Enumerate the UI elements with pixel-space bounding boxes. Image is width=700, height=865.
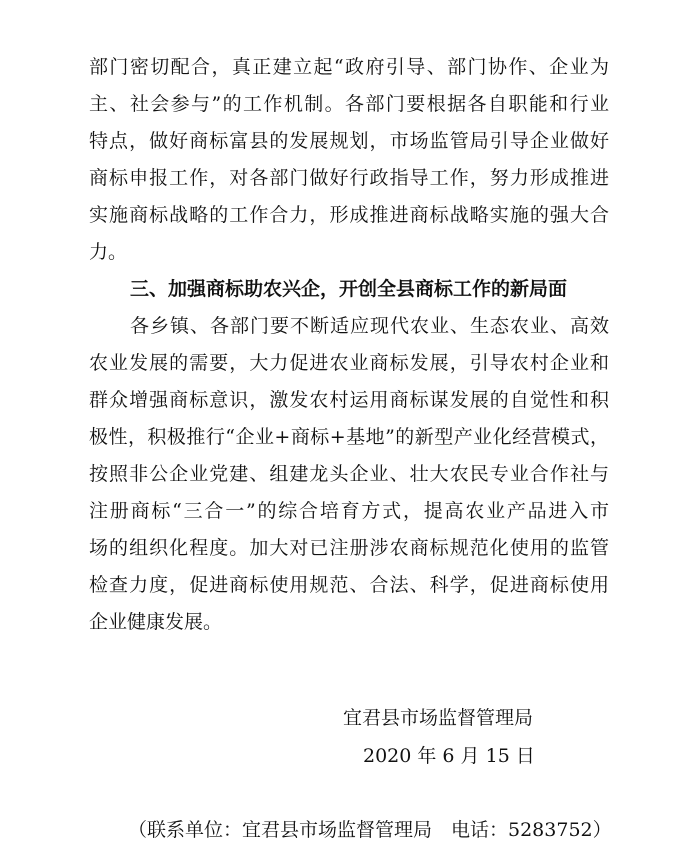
paragraph-line: 企业健康发展。: [89, 611, 223, 633]
section-heading: 三、加强商标助农兴企，开创全县商标工作的新局面: [130, 278, 568, 300]
paragraph-line: 场的组织化程度。加大对已注册涉农商标规范化使用的监管: [89, 537, 609, 559]
paragraph-line: 按照非公企业党建、组建龙头企业、壮大农民专业合作社与: [89, 463, 609, 485]
paragraph-line: 实施商标战略的工作合力，形成推进商标战略实施的强大合: [89, 204, 609, 226]
paragraph-line: 商标申报工作，对各部门做好行政指导工作，努力形成推进: [89, 167, 609, 189]
paragraph-line: 注册商标“三合一”的综合培育方式，提高农业产品进入市: [89, 500, 609, 522]
paragraph-line: 群众增强商标意识，激发农村运用商标谋发展的自觉性和积: [89, 389, 609, 411]
paragraph-line: 农业发展的需要，大力促进农业商标发展，引导农村企业和: [89, 352, 609, 374]
signature-organization: 宜君县市场监督管理局: [343, 707, 534, 729]
signature-date: 2020 年 6 月 15 日: [363, 745, 535, 767]
paragraph-line: 主、社会参与”的工作机制。各部门要根据各自职能和行业: [89, 93, 609, 115]
paragraph-line: 部门密切配合，真正建立起“政府引导、部门协作、企业为: [89, 56, 609, 78]
paragraph-line: 检查力度，促进商标使用规范、合法、科学，促进商标使用: [89, 574, 609, 596]
paragraph-line: 特点，做好商标富县的发展规划，市场监管局引导企业做好: [89, 130, 609, 152]
contact-info: （联系单位：宜君县市场监督管理局 电话：5283752）: [128, 819, 612, 841]
paragraph-line: 极性，积极推行“企业+商标+基地”的新型产业化经营模式，: [89, 426, 609, 448]
paragraph-line: 力。: [89, 241, 128, 263]
paragraph-line: 各乡镇、各部门要不断适应现代农业、生态农业、高效: [130, 315, 609, 337]
